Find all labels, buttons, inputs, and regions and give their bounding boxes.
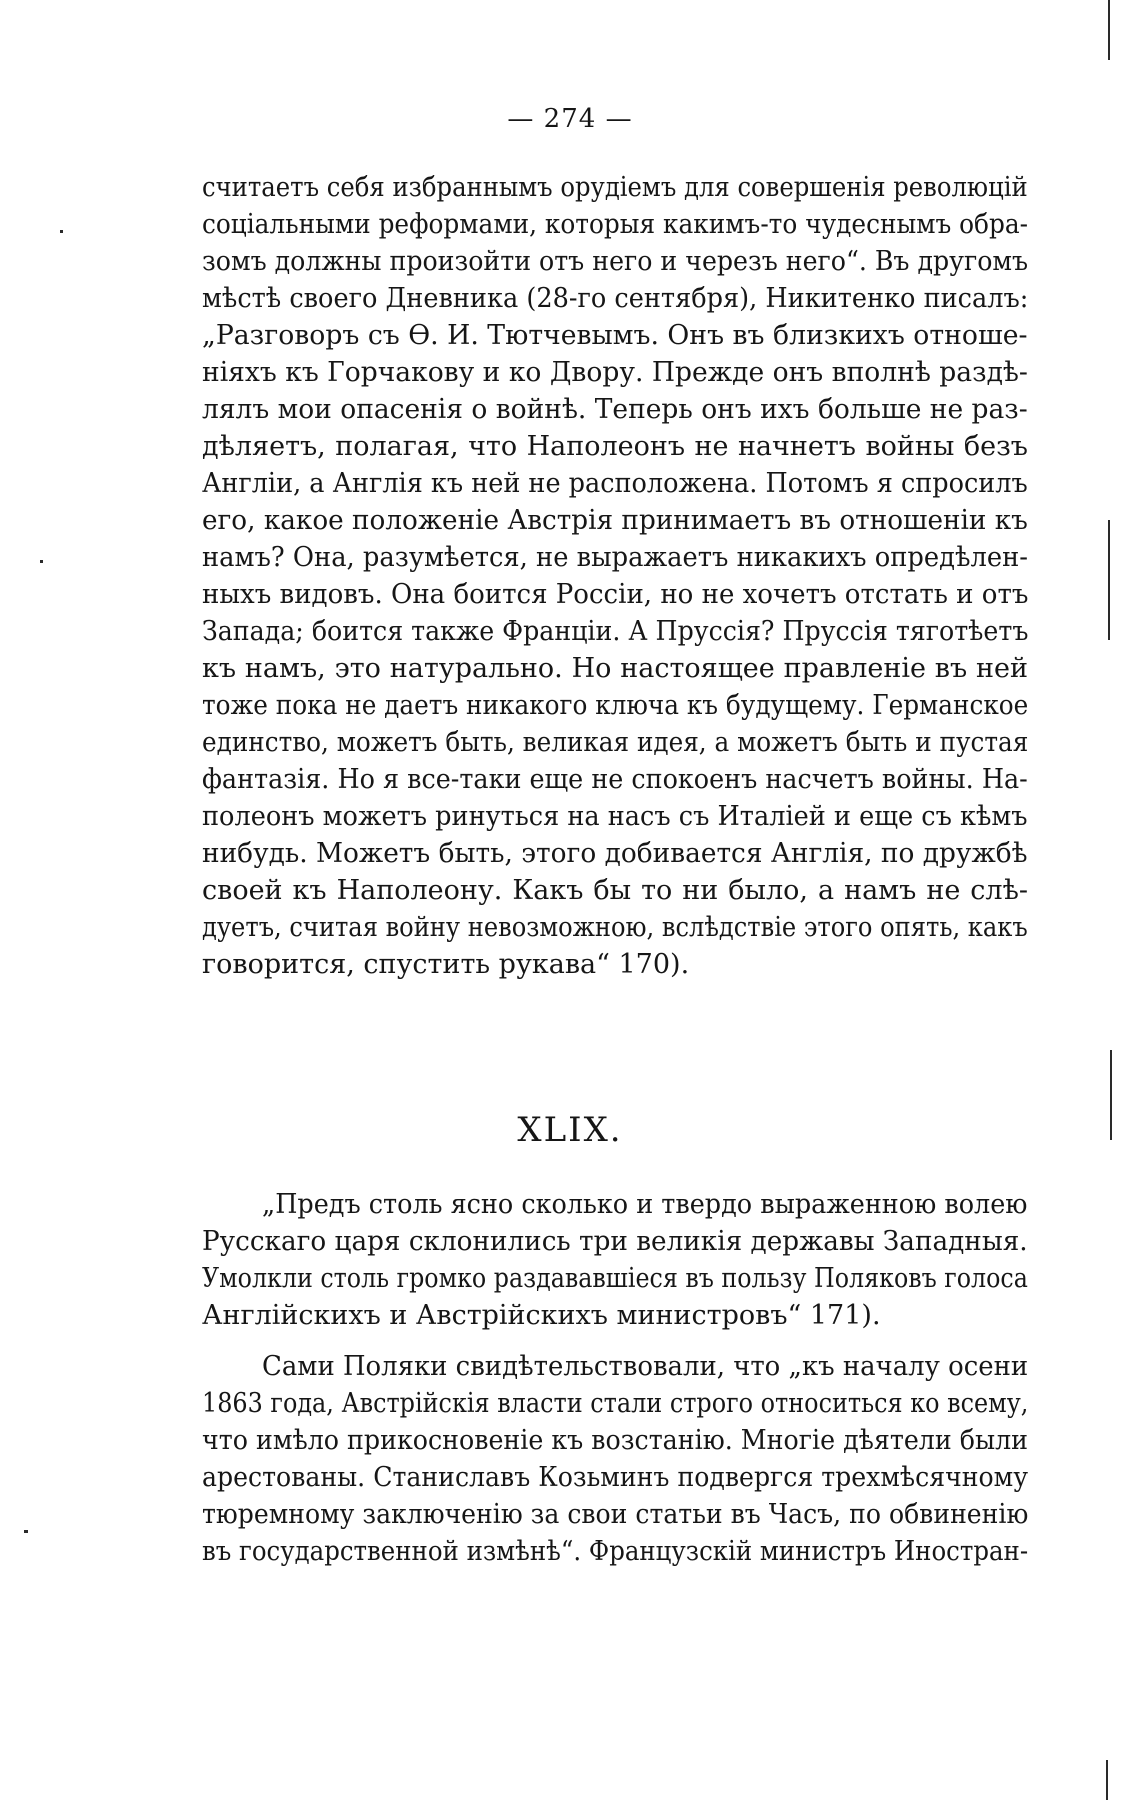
text-line: въ государственной измѣнѣ“. Французскій министръ Иностран-: [202, 1536, 1029, 1567]
text-line: ныхъ видовъ. Она боится Россіи, но не хочетъ отстать и отъ: [202, 579, 1029, 610]
scan-mark: [1108, 520, 1110, 640]
scan-mark: [24, 1530, 28, 1533]
text-line: ніяхъ къ Горчакову и ко Двору. Прежде онъ вполнѣ раздѣ-: [202, 357, 1028, 388]
text-line: нибудь. Можетъ быть, этого добивается Англія, по дружбѣ: [202, 838, 1028, 869]
text-line: Русскаго царя склонились три великія державы Западныя.: [202, 1226, 1028, 1257]
text-line: тоже пока не даетъ никакого ключа къ будущему. Германское: [202, 690, 1029, 721]
text-line: Умолкли столь громко раздававшіеся въ пользу Поляковъ голоса: [202, 1263, 1028, 1294]
text-line: говорится, спустить рукава“ 170).: [202, 949, 690, 980]
text-line: „Разговоръ съ Ѳ. И. Тютчевымъ. Онъ въ близкихъ отноше-: [202, 320, 1028, 351]
text-line: зомъ должны произойти отъ него и черезъ него“. Въ другомъ: [202, 246, 1029, 277]
text-line: лялъ мои опасенія о войнѣ. Теперь онъ ихъ больше не раз-: [202, 394, 1028, 425]
text-line: къ намъ, это натурально. Но настоящее правленіе въ ней: [202, 653, 1028, 684]
text-line: полеонъ можетъ ринуться на насъ съ Италіей и еще съ кѣмъ: [202, 801, 1028, 832]
scan-mark: [60, 230, 63, 233]
text-line: фантазія. Но я все-таки еще не спокоенъ насчетъ войны. На-: [202, 764, 1028, 795]
text-line: намъ? Она, разумѣется, не выражаетъ никакихъ опредѣлен-: [202, 542, 1028, 573]
text-line: Запада; боится также Франціи. А Пруссія? Пруссія тяготѣетъ: [202, 616, 1029, 647]
page-number: — 274 —: [507, 104, 633, 134]
scan-mark: [1108, 0, 1110, 60]
text-line: что имѣло прикосновеніе къ возстанію. Многіе дѣятели были: [202, 1425, 1029, 1456]
text-line: 1863 года, Австрійскія власти стали строго относиться ко всему,: [202, 1388, 1029, 1419]
text-line: тюремному заключенію за свои статьи въ Часъ, по обвиненію: [202, 1499, 1029, 1530]
text-line: считаетъ себя избраннымъ орудіемъ для совершенія революцій: [202, 172, 1028, 203]
text-line: его, какое положеніе Австрія принимаетъ въ отношеніи къ: [202, 505, 1028, 536]
text-line: соціальными реформами, которыя какимъ-то чудеснымъ обра-: [202, 209, 1028, 240]
text-line: „Предъ столь ясно сколько и твердо выраженною волею: [262, 1189, 1028, 1220]
scan-mark: [1106, 1760, 1108, 1800]
text-line: мѣстѣ своего Дневника (28-го сентября), Никитенко писалъ:: [202, 283, 1029, 314]
text-line: своей къ Наполеону. Какъ бы то ни было, а намъ не слѣ-: [202, 875, 1028, 906]
text-line: единство, можетъ быть, великая идея, а можетъ быть и пустая: [202, 727, 1029, 758]
text-line: арестованы. Станиславъ Козьминъ подвергся трехмѣсячному: [202, 1462, 1029, 1493]
section-heading: XLIX.: [517, 1110, 623, 1150]
scan-mark: [1110, 1050, 1112, 1140]
text-line: Англіи, а Англія къ ней не расположена. Потомъ я спросилъ: [202, 468, 1028, 499]
text-line: Сами Поляки свидѣтельствовали, что „къ началу осени: [262, 1351, 1029, 1382]
text-line: дуетъ, считая войну невозможною, вслѣдствіе этого опять, какъ: [202, 912, 1028, 943]
text-line: дѣляетъ, полагая, что Наполеонъ не начнетъ войны безъ: [202, 431, 1028, 462]
text-line: Англійскихъ и Австрійскихъ министровъ“ 171).: [202, 1300, 881, 1331]
scan-mark: [40, 560, 43, 563]
